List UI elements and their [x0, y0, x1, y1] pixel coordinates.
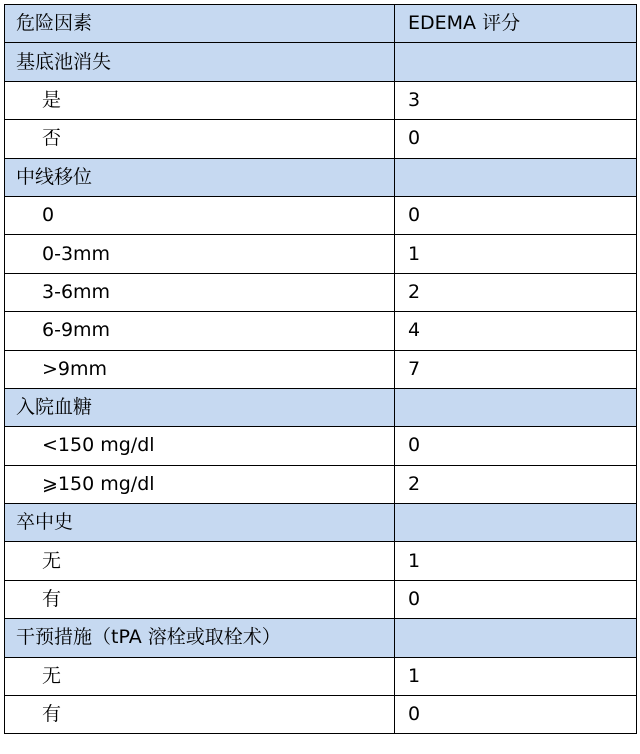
table-row [5, 657, 637, 695]
option-score: 1 [395, 542, 637, 580]
category-score-cell [395, 43, 637, 81]
option-label: 无 [5, 657, 395, 695]
option-label: >9mm [5, 350, 395, 388]
table-row [5, 196, 637, 234]
option-score: 0 [395, 580, 637, 618]
option-score: 0 [395, 696, 637, 734]
header-factor: 危险因素 [5, 5, 395, 43]
edema-score-table [4, 4, 637, 734]
category-row [5, 504, 637, 542]
table-row [5, 273, 637, 311]
option-label: <150 mg/dl [5, 427, 395, 465]
category-row [5, 388, 637, 426]
category-label: 卒中史 [5, 504, 395, 542]
table-row [5, 81, 637, 119]
header-score: EDEMA 评分 [395, 5, 637, 43]
option-score: 0 [395, 427, 637, 465]
option-label: 0 [5, 196, 395, 234]
option-label: 无 [5, 542, 395, 580]
option-label: 6-9mm [5, 312, 395, 350]
option-score: 2 [395, 273, 637, 311]
option-label: 有 [5, 580, 395, 618]
category-label: 入院血糖 [5, 388, 395, 426]
option-label: 有 [5, 696, 395, 734]
category-label: 干预措施（tPA 溶栓或取栓术） [5, 619, 395, 657]
table-row [5, 696, 637, 734]
category-score-cell [395, 504, 637, 542]
option-score: 4 [395, 312, 637, 350]
option-label: ⩾150 mg/dl [5, 465, 395, 503]
table-row [5, 465, 637, 503]
option-score: 7 [395, 350, 637, 388]
table-row [5, 427, 637, 465]
category-row [5, 619, 637, 657]
option-score: 0 [395, 120, 637, 158]
category-score-cell [395, 619, 637, 657]
option-score: 0 [395, 196, 637, 234]
table-row [5, 120, 637, 158]
option-label: 是 [5, 81, 395, 119]
category-label: 基底池消失 [5, 43, 395, 81]
option-label: 3-6mm [5, 273, 395, 311]
option-score: 3 [395, 81, 637, 119]
category-row [5, 43, 637, 81]
option-score: 2 [395, 465, 637, 503]
table-row [5, 350, 637, 388]
option-label: 0-3mm [5, 235, 395, 273]
table-row [5, 235, 637, 273]
category-score-cell [395, 158, 637, 196]
category-row [5, 158, 637, 196]
category-label: 中线移位 [5, 158, 395, 196]
category-score-cell [395, 388, 637, 426]
option-score: 1 [395, 657, 637, 695]
header-row [5, 5, 637, 43]
table-row [5, 542, 637, 580]
table-row [5, 580, 637, 618]
option-score: 1 [395, 235, 637, 273]
table-row [5, 312, 637, 350]
option-label: 否 [5, 120, 395, 158]
